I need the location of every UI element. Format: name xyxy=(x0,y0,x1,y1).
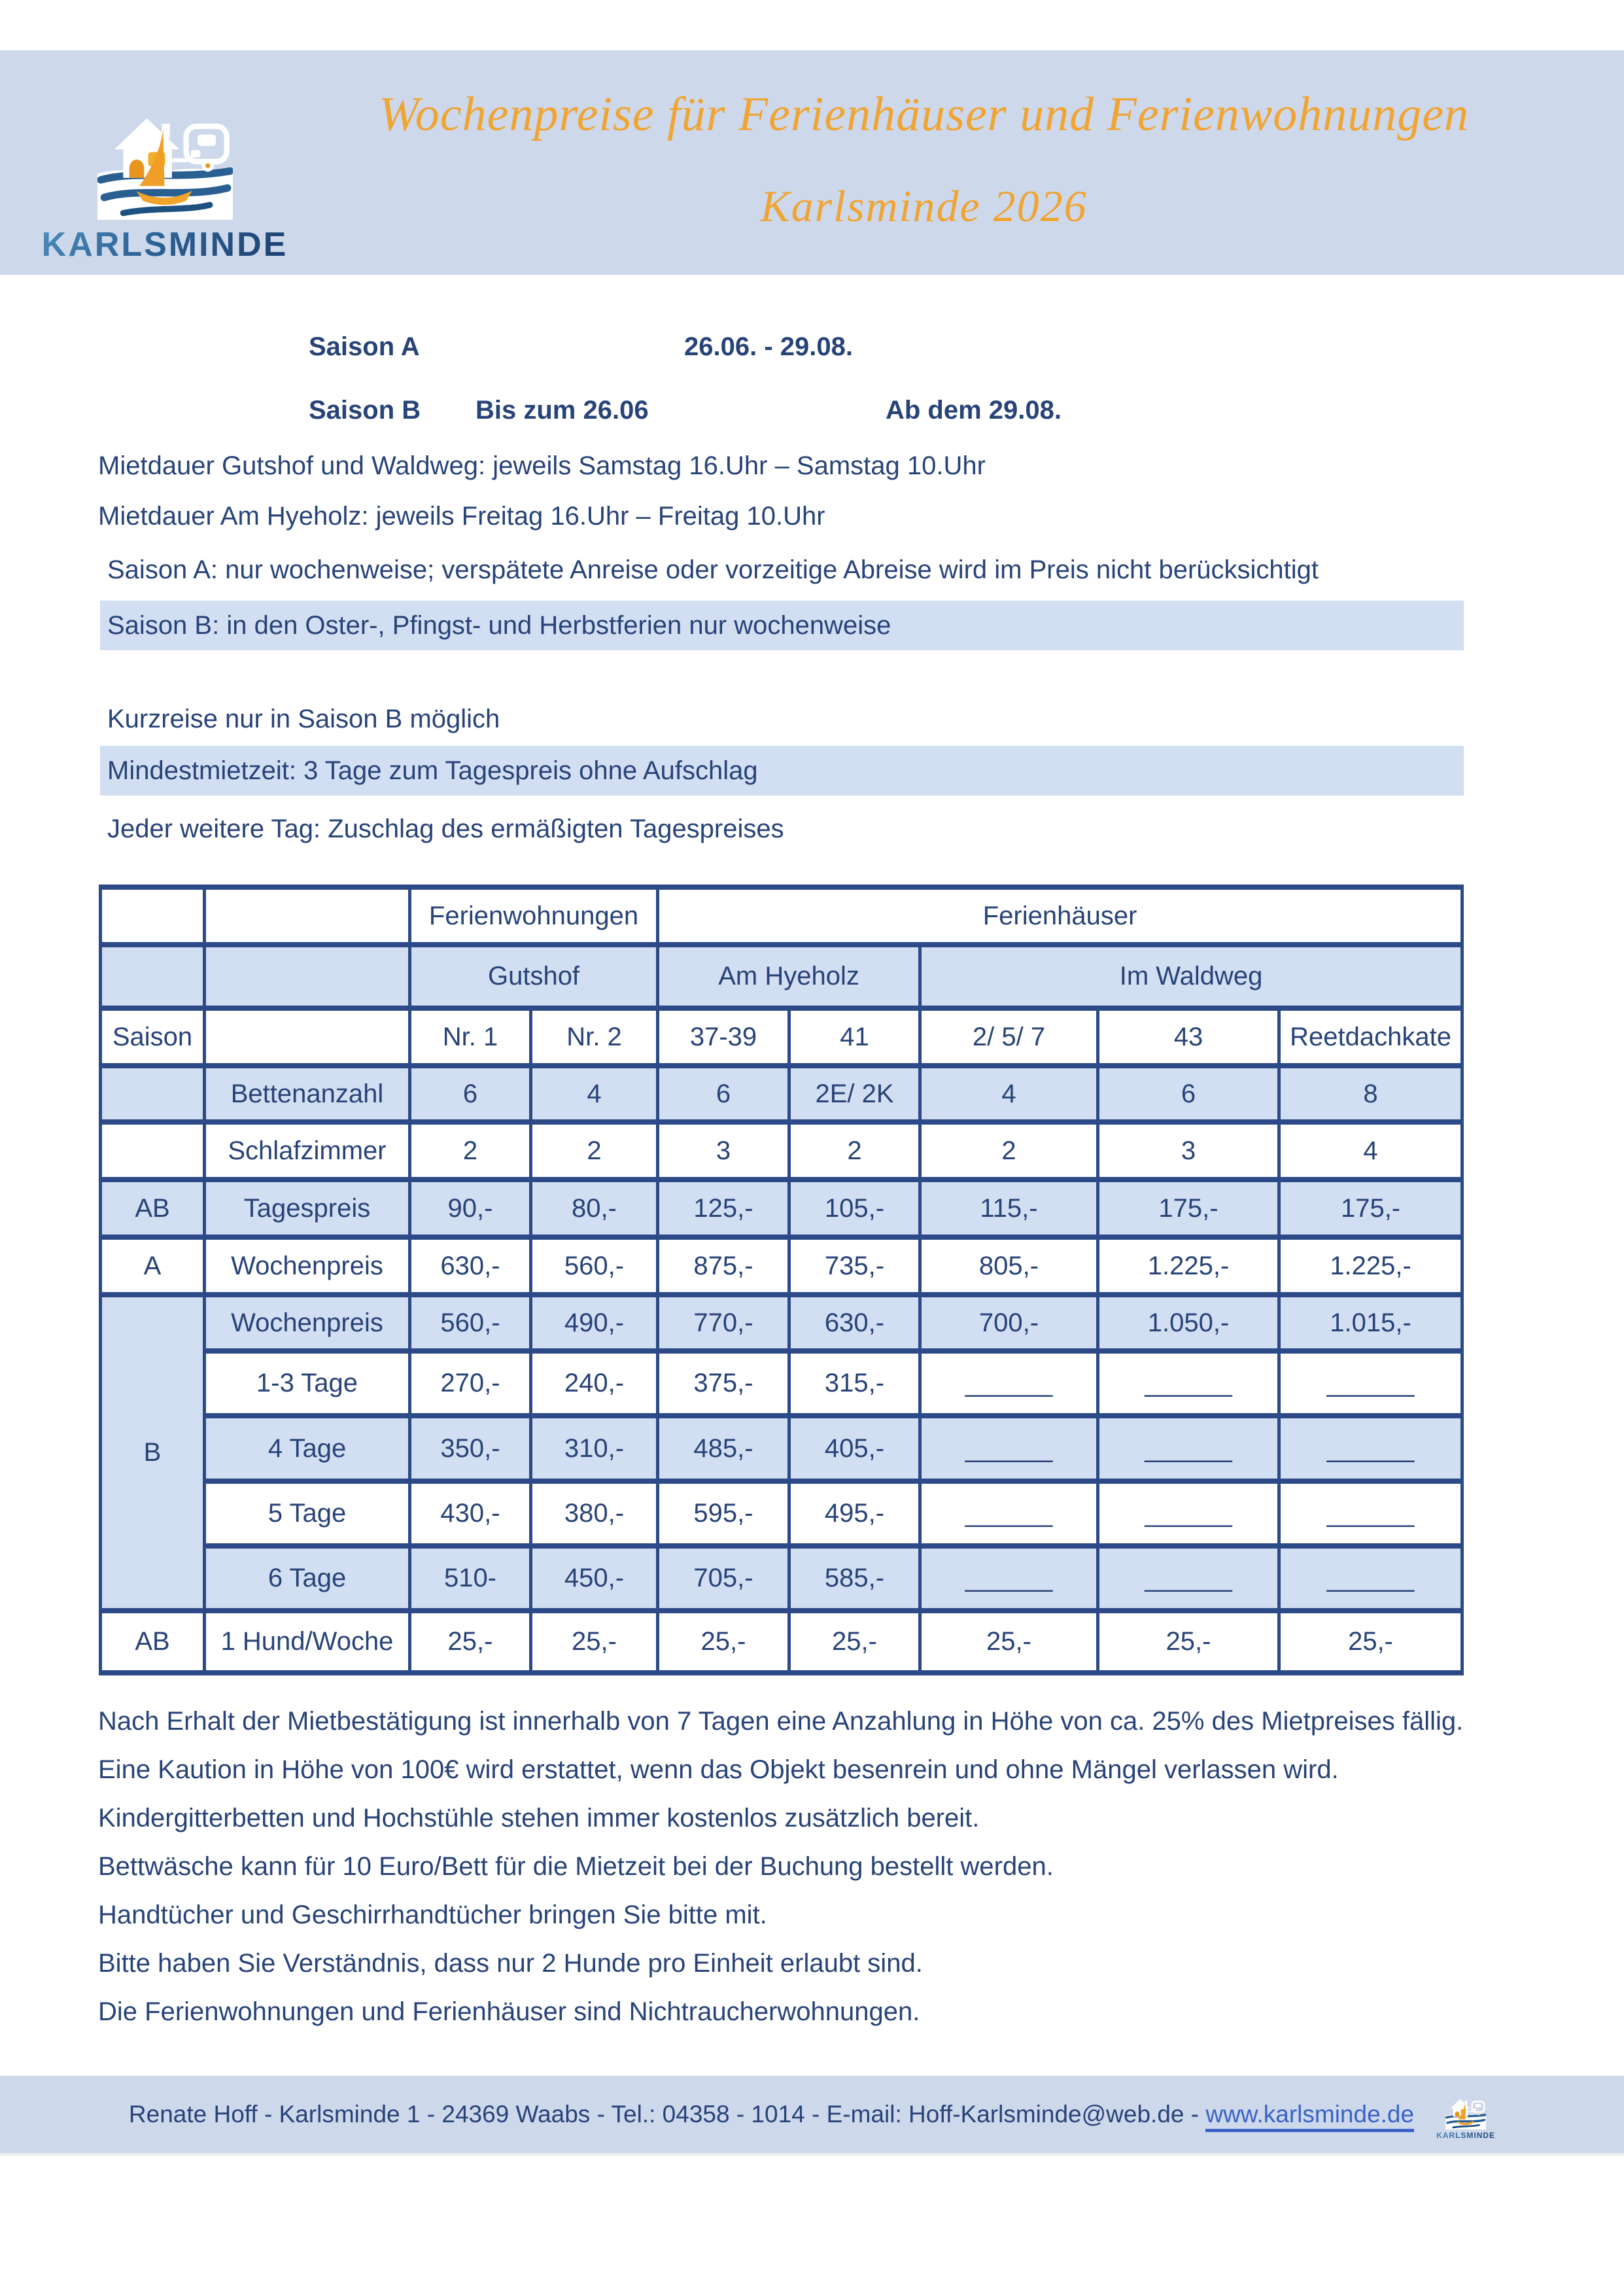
karlsminde-logo-icon-small xyxy=(1445,2089,1486,2129)
col-header: Nr. 1 xyxy=(410,1008,531,1066)
mindestmietzeit-highlight xyxy=(100,746,1464,796)
col-header: 37-39 xyxy=(658,1008,789,1066)
price-cell: 450,- xyxy=(531,1546,658,1611)
mietdauer-line-1: Mietdauer Gutshof und Waldweg: jeweils Samstag 16.Uhr – Samstag 10.Uhr xyxy=(98,451,986,480)
blank-price-cell: ______ xyxy=(1098,1481,1279,1546)
price-cell: 315,- xyxy=(789,1351,920,1416)
blank-price-cell: ______ xyxy=(1279,1481,1462,1546)
price-cell: 1.015,- xyxy=(1279,1295,1462,1351)
price-cell: 560,- xyxy=(531,1237,658,1295)
table-group-header-row xyxy=(101,887,1462,945)
website-link[interactable]: www.karlsminde.de xyxy=(1205,2101,1414,2132)
price-cell: 270,- xyxy=(410,1351,531,1416)
location-header-gutshof: Gutshof xyxy=(410,945,658,1008)
price-cell: 595,- xyxy=(658,1481,789,1546)
season-info-section xyxy=(98,332,1526,845)
note-kaution: Eine Kaution in Höhe von 100€ wird erstattet, wenn das Objekt besenrein und ohne Mängel verlassen wird. xyxy=(98,1755,1339,1784)
saison-a-dates: 26.06. - 29.08. xyxy=(684,332,853,361)
saison-cell xyxy=(101,1122,205,1180)
blank-price-cell: ______ xyxy=(920,1481,1098,1546)
price-cell: 2 xyxy=(531,1122,658,1180)
blank-price-cell: ______ xyxy=(1279,1546,1462,1611)
col-header-saison: Saison xyxy=(101,1008,205,1066)
location-header-im-waldweg: Im Waldweg xyxy=(920,945,1462,1008)
saison-cell xyxy=(101,1066,205,1122)
empty-cell xyxy=(101,887,205,945)
price-cell: 175,- xyxy=(1098,1180,1279,1237)
price-table xyxy=(99,885,1464,1675)
location-header-am-hyeholz: Am Hyeholz xyxy=(658,945,920,1008)
blank-price-cell: ______ xyxy=(1279,1351,1462,1416)
price-cell: 630,- xyxy=(410,1237,531,1295)
price-cell: 6 xyxy=(658,1066,789,1122)
saison-b-from: Ab dem 29.08. xyxy=(886,396,1062,425)
note-hunde: Bitte haben Sie Verständnis, dass nur 2 Hunde pro Einheit erlaubt sind. xyxy=(98,1949,923,1978)
price-cell: 3 xyxy=(658,1122,789,1180)
blank-price-cell: ______ xyxy=(1098,1416,1279,1481)
col-header: 43 xyxy=(1098,1008,1279,1066)
price-cell: 490,- xyxy=(531,1295,658,1351)
price-cell: 735,- xyxy=(789,1237,920,1295)
mindestmietzeit-note: Mindestmietzeit: 3 Tage zum Tagespreis ohne Aufschlag xyxy=(107,756,758,785)
price-cell: 25,- xyxy=(410,1611,531,1673)
blank-price-cell: ______ xyxy=(1098,1351,1279,1416)
saison-cell: AB xyxy=(101,1611,205,1673)
document-title-block xyxy=(269,87,1624,232)
price-cell: 25,- xyxy=(920,1611,1098,1673)
price-cell: 700,- xyxy=(920,1295,1098,1351)
blank-price-cell: ______ xyxy=(1279,1416,1462,1481)
saison-b-span-cell: B xyxy=(101,1295,205,1611)
row-label: Tagespreis xyxy=(205,1180,410,1237)
saison-b-until: Bis zum 26.06 xyxy=(475,396,649,425)
price-cell: 630,- xyxy=(789,1295,920,1351)
col-header: Reetdachkate xyxy=(1279,1008,1462,1066)
conditions-section xyxy=(98,1705,1526,2028)
saison-a-note: Saison A: nur wochenweise; verspätete Anreise oder vorzeitige Abreise wird im Preis nicht berücksichtigt xyxy=(107,555,1319,584)
price-cell: 4 xyxy=(531,1066,658,1122)
price-cell: 380,- xyxy=(531,1481,658,1546)
note-bettwaesche: Bettwäsche kann für 10 Euro/Bett für die Mietzeit bei der Buchung bestellt werden. xyxy=(98,1852,1054,1881)
footer-band xyxy=(0,2076,1624,2153)
price-cell: 495,- xyxy=(789,1481,920,1546)
note-anzahlung: Nach Erhalt der Mietbestätigung ist innerhalb von 7 Tagen eine Anzahlung in Höhe von ca. 25% des Mietpreises fällig. xyxy=(98,1707,1464,1736)
karlsminde-logo-icon xyxy=(97,84,233,220)
footer-logo-wordmark: KARLSMINDE xyxy=(1436,2131,1496,2140)
saison-a-label: Saison A xyxy=(309,332,420,361)
note-nichtraucher: Die Ferienwohnungen und Ferienhäuser sind Nichtraucherwohnungen. xyxy=(98,1997,920,2026)
price-cell: 3 xyxy=(1098,1122,1279,1180)
table-row-4-tage xyxy=(101,1416,1462,1481)
row-label: 1 Hund/Woche xyxy=(205,1611,410,1673)
price-cell: 8 xyxy=(1279,1066,1462,1122)
price-cell: 115,- xyxy=(920,1180,1098,1237)
price-cell: 2E/ 2K xyxy=(789,1066,920,1122)
table-row-5-tage xyxy=(101,1481,1462,1546)
price-cell: 705,- xyxy=(658,1546,789,1611)
price-cell: 1.225,- xyxy=(1098,1237,1279,1295)
row-label: Wochenpreis xyxy=(205,1295,410,1351)
row-label: Bettenanzahl xyxy=(205,1066,410,1122)
table-row-6-tage xyxy=(101,1546,1462,1611)
blank-price-cell: ______ xyxy=(920,1546,1098,1611)
price-cell: 770,- xyxy=(658,1295,789,1351)
price-cell: 510- xyxy=(410,1546,531,1611)
saison-b-label: Saison B xyxy=(309,396,421,425)
empty-cell xyxy=(101,945,205,1008)
row-label: 1-3 Tage xyxy=(205,1351,410,1416)
jeder-weitere-tag-note: Jeder weitere Tag: Zuschlag des ermäßigten Tagespreises xyxy=(107,815,784,843)
note-kindergitterbetten: Kindergitterbetten und Hochstühle stehen immer kostenlos zusätzlich bereit. xyxy=(98,1804,980,1832)
empty-cell xyxy=(205,945,410,1008)
price-cell: 125,- xyxy=(658,1180,789,1237)
table-row-1-3-tage xyxy=(101,1351,1462,1416)
price-cell: 2 xyxy=(410,1122,531,1180)
note-handtuecher: Handtücher und Geschirrhandtücher bringen Sie bitte mit. xyxy=(98,1901,767,1929)
table-row-wochenpreis-b xyxy=(101,1295,1462,1351)
price-cell: 6 xyxy=(410,1066,531,1122)
price-cell: 405,- xyxy=(789,1416,920,1481)
table-row-wochenpreis-a xyxy=(101,1237,1462,1295)
page-title: Wochenpreise für Ferienhäuser und Ferienwohnungen xyxy=(378,87,1470,141)
price-cell: 4 xyxy=(920,1066,1098,1122)
footer-contact-text: Renate Hoff - Karlsminde 1 - 24369 Waabs - Tel.: 04358 - 1014 - E-mail: Hoff-Karlsminde@web.de - xyxy=(128,2101,1206,2128)
price-cell: 25,- xyxy=(531,1611,658,1673)
price-cell: 25,- xyxy=(658,1611,789,1673)
row-label: 4 Tage xyxy=(205,1416,410,1481)
price-cell: 2 xyxy=(920,1122,1098,1180)
price-cell: 25,- xyxy=(789,1611,920,1673)
price-cell: 80,- xyxy=(531,1180,658,1237)
price-cell: 585,- xyxy=(789,1546,920,1611)
table-row-bettenanzahl xyxy=(101,1066,1462,1122)
empty-cell xyxy=(205,1008,410,1066)
table-row-hund xyxy=(101,1611,1462,1673)
saison-cell: AB xyxy=(101,1180,205,1237)
group-header-ferienhaeuser: Ferienhäuser xyxy=(658,887,1462,945)
logo-wordmark: KARLSMINDE xyxy=(41,226,288,264)
mietdauer-line-2: Mietdauer Am Hyeholz: jeweils Freitag 16.Uhr – Freitag 10.Uhr xyxy=(98,502,825,531)
price-cell: 240,- xyxy=(531,1351,658,1416)
price-cell: 805,- xyxy=(920,1237,1098,1295)
row-label: Schlafzimmer xyxy=(205,1122,410,1180)
karlsminde-logo xyxy=(41,61,288,264)
blank-price-cell: ______ xyxy=(920,1351,1098,1416)
kurzreise-note: Kurzreise nur in Saison B möglich xyxy=(107,705,500,733)
price-cell: 25,- xyxy=(1279,1611,1462,1673)
col-header: 2/ 5/ 7 xyxy=(920,1008,1098,1066)
col-header: 41 xyxy=(789,1008,920,1066)
header-band xyxy=(0,50,1624,275)
price-cell: 350,- xyxy=(410,1416,531,1481)
price-cell: 90,- xyxy=(410,1180,531,1237)
price-cell: 25,- xyxy=(1098,1611,1279,1673)
price-cell: 375,- xyxy=(658,1351,789,1416)
price-cell: 2 xyxy=(789,1122,920,1180)
price-cell: 6 xyxy=(1098,1066,1279,1122)
price-cell: 175,- xyxy=(1279,1180,1462,1237)
table-column-header-row xyxy=(101,1008,1462,1066)
blank-price-cell: ______ xyxy=(1098,1546,1279,1611)
footer-divider xyxy=(0,2153,1624,2156)
table-row-schlafzimmer xyxy=(101,1122,1462,1180)
price-cell: 1.225,- xyxy=(1279,1237,1462,1295)
empty-cell xyxy=(205,887,410,945)
row-label: Wochenpreis xyxy=(205,1237,410,1295)
footer-karlsminde-logo xyxy=(1436,2089,1495,2140)
price-cell: 4 xyxy=(1279,1122,1462,1180)
saison-b-highlight xyxy=(100,601,1464,650)
page-subtitle: Karlsminde 2026 xyxy=(760,181,1088,231)
col-header: Nr. 2 xyxy=(531,1008,658,1066)
table-row-tagespreis xyxy=(101,1180,1462,1237)
price-cell: 560,- xyxy=(410,1295,531,1351)
price-cell: 875,- xyxy=(658,1237,789,1295)
top-margin xyxy=(0,0,1624,50)
row-label: 5 Tage xyxy=(205,1481,410,1546)
price-cell: 485,- xyxy=(658,1416,789,1481)
saison-b-note: Saison B: in den Oster-, Pfingst- und Herbstferien nur wochenweise xyxy=(107,610,891,640)
price-cell: 310,- xyxy=(531,1416,658,1481)
saison-a-row xyxy=(98,332,1526,366)
price-cell: 105,- xyxy=(789,1180,920,1237)
table-location-header-row xyxy=(101,945,1462,1008)
price-cell: 430,- xyxy=(410,1481,531,1546)
saison-cell: A xyxy=(101,1237,205,1295)
footer-contact xyxy=(129,2101,1414,2128)
row-label: 6 Tage xyxy=(205,1546,410,1611)
blank-price-cell: ______ xyxy=(920,1416,1098,1481)
saison-b-row xyxy=(98,396,1526,430)
price-cell: 1.050,- xyxy=(1098,1295,1279,1351)
group-header-ferienwohnungen: Ferienwohnungen xyxy=(410,887,658,945)
